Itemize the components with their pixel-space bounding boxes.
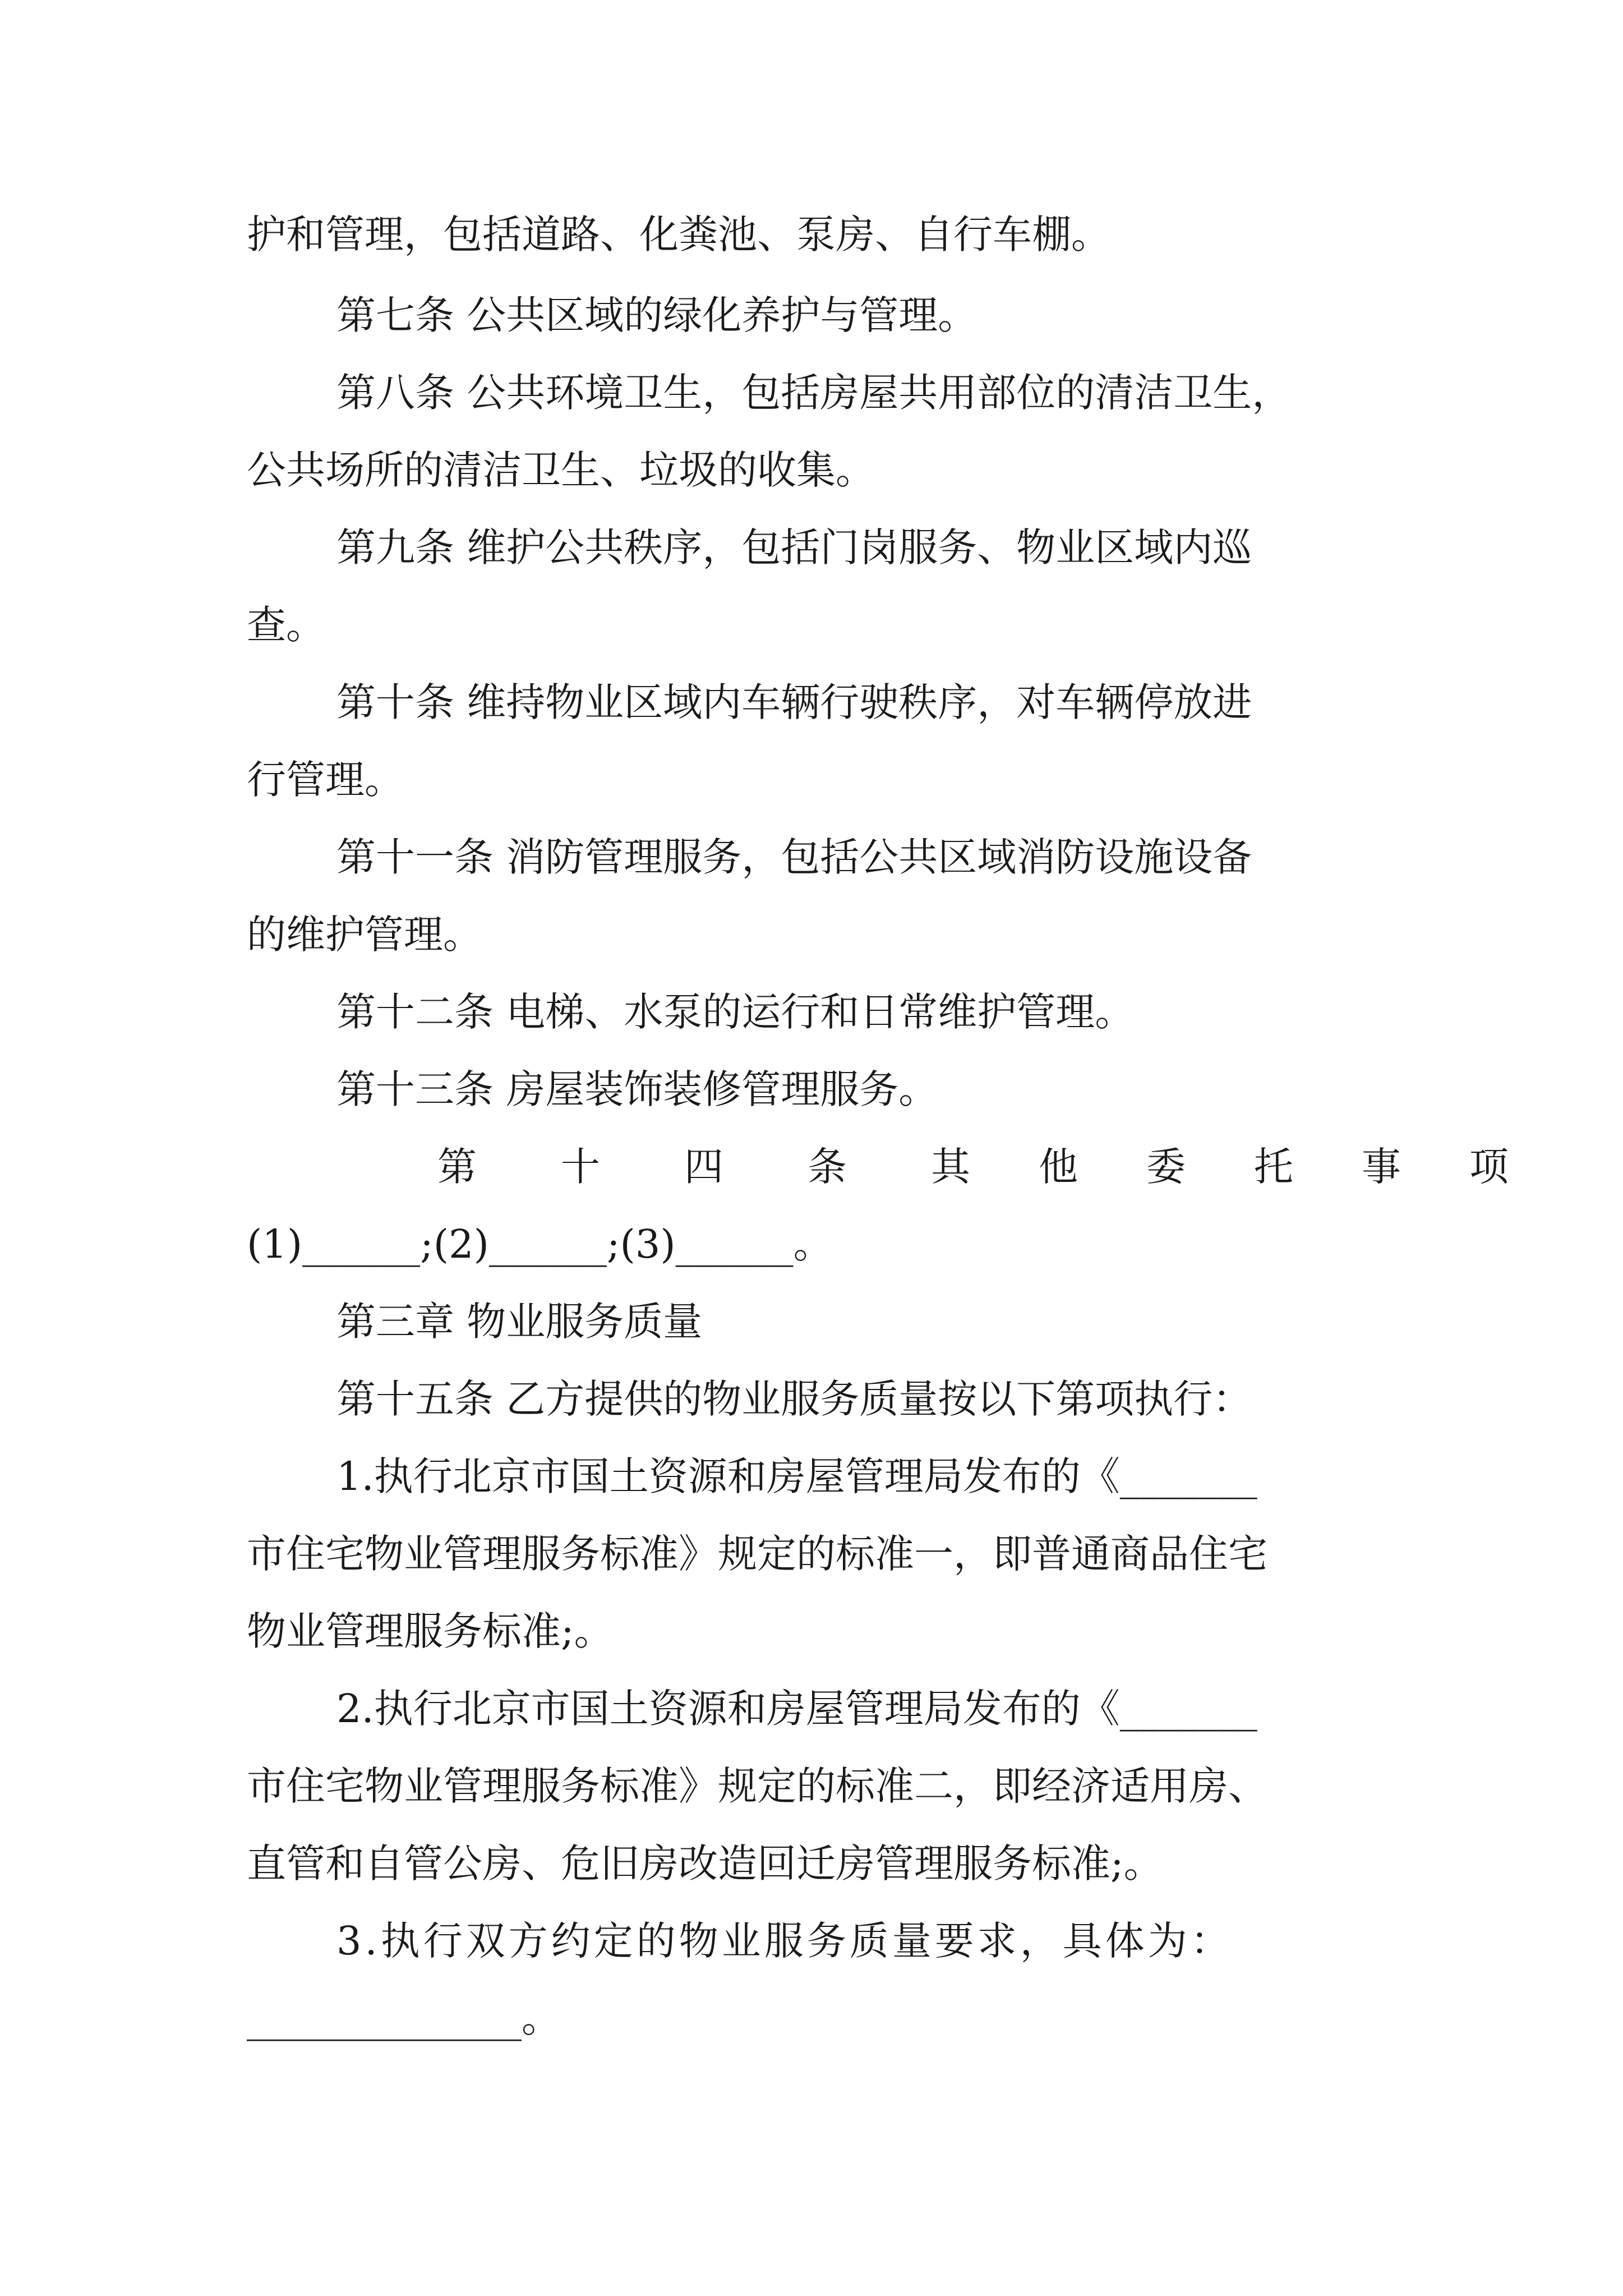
paragraph-line: 行管理。 [247,757,404,803]
article-13: 第十三条 房屋装饰装修管理服务。 [336,1066,938,1112]
blank-line: ______________。 [247,1995,561,2041]
article-14 [437,1140,1577,1196]
item-3: 3.执行双方约定的物业服务质量要求，具体为： [336,1918,1233,1964]
article-10: 第十条 维持物业区域内车辆行驶秩序，对车辆停放进 [336,679,1252,725]
paragraph-line: 的维护管理。 [247,912,482,958]
item-1: 1.执行北京市国土资源和房屋管理局发布的《_______ [336,1453,1257,1499]
article-11: 第十一条 消防管理服务，包括公共区域消防设施设备 [336,834,1252,880]
paragraph-line: 公共场所的清洁卫生、垃圾的收集。 [247,447,875,493]
article-8: 第八条 公共环境卫生，包括房屋共用部位的清洁卫生， [336,370,1292,416]
article-7: 第七条 公共区域的绿化养护与管理。 [336,292,978,338]
paragraph-line: 护和管理，包括道路、化粪池、泵房、自行车棚。 [247,211,1110,257]
article-9: 第九条 维护公共秩序，包括门岗服务、物业区域内巡 [336,524,1252,570]
article-14-heading: 第十四条 [437,1144,931,1190]
paragraph-line: 市住宅物业管理服务标准》规定的标准二，即经济适用房、 [247,1763,1267,1809]
article-15: 第十五条 乙方提供的物业服务质量按以下第项执行： [336,1376,1252,1422]
article-12: 第十二条 电梯、水泵的运行和日常维护管理。 [336,989,1135,1035]
article-14-title: 其他委托事项 [931,1144,1577,1190]
paragraph-line: 物业管理服务标准;。 [247,1608,614,1654]
paragraph-line: 查。 [247,602,325,648]
item-2: 2.执行北京市国土资源和房屋管理局发布的《_______ [336,1686,1257,1732]
chapter-3-heading: 第三章 物业服务质量 [336,1299,703,1345]
blank-items-line: (1)______;(2)______;(3)______。 [247,1221,833,1267]
paragraph-line: 市住宅物业管理服务标准》规定的标准一，即普通商品住宅 [247,1531,1267,1577]
paragraph-line: 直管和自管公房、危旧房改造回迁房管理服务标准;。 [247,1841,1163,1887]
